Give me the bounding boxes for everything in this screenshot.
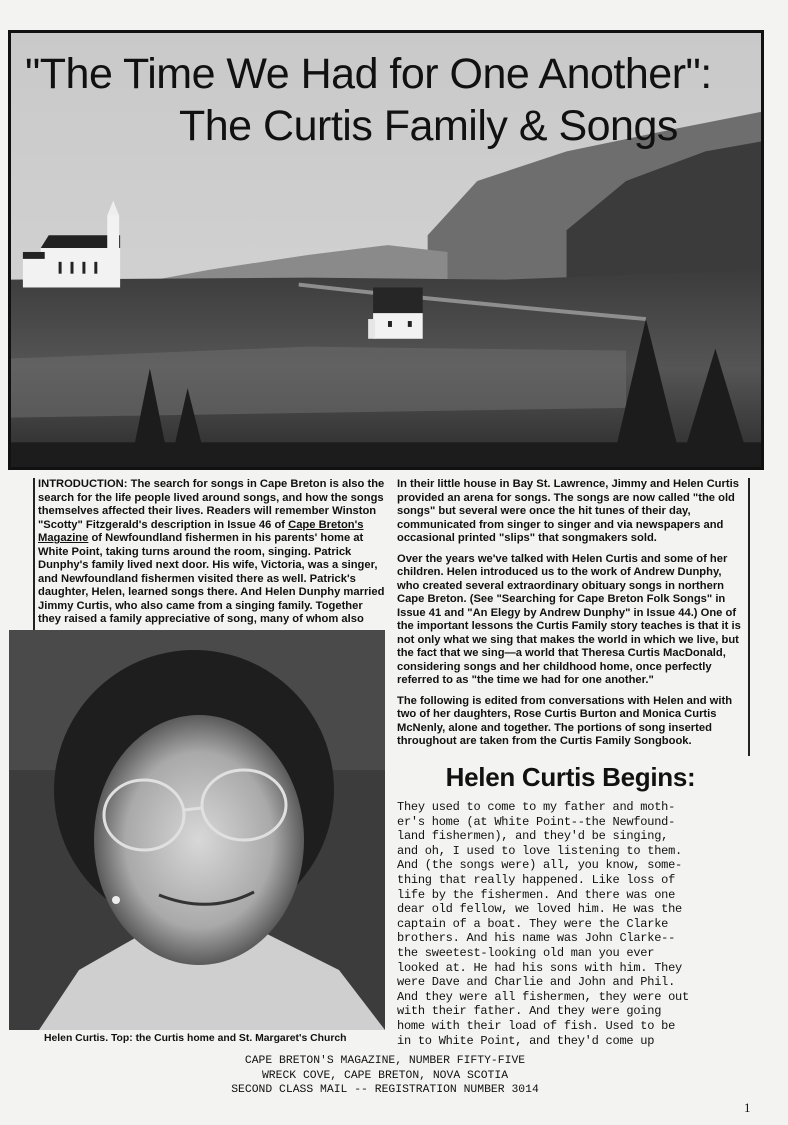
face bbox=[94, 715, 304, 965]
text-line: And (the songs were) all, you know, some- bbox=[397, 858, 682, 873]
text-line: thing that really happened. Like loss of bbox=[397, 872, 676, 887]
text-line: life by the fishermen. And there was one bbox=[397, 887, 676, 902]
section-heading: Helen Curtis Begins: bbox=[445, 762, 696, 792]
text-line: the sweetest-looking old man you ever bbox=[397, 945, 655, 960]
meadow bbox=[11, 347, 626, 418]
text-line: er's home (at White Point--the Newfound- bbox=[397, 814, 676, 829]
text-line: with their father. And they were going bbox=[397, 1004, 662, 1019]
intro-text-part-2: of Newfoundland fishermen in his parents' home at White Point, taking turns around the room, singing. Patrick Dunphy's family lived next door. His wife, Victoria, was a singer, and Newfoundland fishermen visited there as well. Patrick's daughter, Helen, learned songs there. And Helen Dunphy married Jimmy Curtis, who also came from a singing family. Together they raised a family appreciative of song, many of whom also bbox=[38, 532, 385, 625]
text-line: captain of a boat. They were the Clarke bbox=[397, 916, 669, 931]
text-line: were Dave and Charlie and John and Phil. bbox=[397, 975, 676, 990]
hero-photo bbox=[8, 30, 764, 470]
masthead-line-1: CAPE BRETON'S MAGAZINE, NUMBER FIFTY-FIVE bbox=[244, 1055, 526, 1067]
title-line-2: The Curtis Family & Songs bbox=[179, 102, 678, 150]
page-number: 1 bbox=[744, 1100, 751, 1115]
helen-curtis-portrait bbox=[9, 630, 385, 1030]
curtis-home bbox=[368, 287, 423, 338]
interview-text bbox=[397, 800, 747, 1048]
text-line: land fishermen), and they'd be singing, bbox=[397, 829, 669, 844]
introduction-text bbox=[33, 478, 386, 640]
title-line-1: "The Time We Had for One Another": bbox=[25, 50, 712, 98]
photo-caption: Helen Curtis. Top: the Curtis home and St. Margaret's Church bbox=[44, 1033, 347, 1044]
intro-text-part-1: The search for songs in Cape Breton is also the search for the life people lived around songs, and how the songs themselves affected their lives. Readers will remember Winston "Scotty" Fitzgerald's description in Issue 46 of bbox=[38, 478, 385, 531]
right-column-intro bbox=[397, 478, 750, 756]
text-line: in to White Point, and they'd come up bbox=[397, 1033, 655, 1048]
masthead-line-2: WRECK COVE, CAPE BRETON, NOVA SCOTIA bbox=[261, 1069, 509, 1082]
landscape-photo bbox=[11, 33, 761, 467]
text-line: And they were all fishermen, they were out bbox=[397, 989, 689, 1004]
text-line: home with their load of fish. Used to be bbox=[397, 1018, 676, 1033]
text-line: and oh, I used to love listening to them. bbox=[397, 843, 682, 858]
magazine-title-link: Cape Breton's Magazine bbox=[38, 518, 364, 544]
intro-lead-label: INTRODUCTION: bbox=[38, 478, 128, 490]
paragraph: In their little house in Bay St. Lawrence, Jimmy and Helen Curtis provided an arena for songs. The songs are now called "the old songs" but several were once the hit tunes of their day, communicated from singer to singer and via newspapers and occasional printed "slips" that songmakers sold. bbox=[397, 478, 739, 544]
text-line: brothers. And his name was John Clarke-- bbox=[397, 931, 676, 946]
masthead bbox=[150, 1054, 620, 1098]
earring bbox=[112, 896, 120, 904]
text-line: They used to come to my father and moth- bbox=[397, 800, 676, 814]
portrait-photo bbox=[9, 630, 385, 1030]
text-line: dear old fellow, we loved him. He was the bbox=[397, 902, 682, 917]
paragraph: The following is edited from conversations with Helen and with two of her daughters, Rose Curtis Burton and Monica Curtis McNenly, alone and together. The portions of song inserted throughout are taken from the Curtis Family Songbook. bbox=[397, 694, 733, 747]
paragraph: Over the years we've talked with Helen Curtis and some of her children. Helen introduced us to the work of Andrew Dunphy, who created several extraordinary obituary songs in northern Cape Breton. (See "Searching for Cape Breton Folk Songs" in Issue 41 and "An Elegy by Andrew Dunphy" in Issue 44.) One of the important lessons the Curtis Family story teaches is that it is not only what we sing that makes the world in which we live, but the fact that we sing—a world that Theresa Curtis MacDonald, considering songs and her childhood home, once perfectly referred to as "the time we had for one another." bbox=[397, 552, 741, 686]
masthead-line-3: SECOND CLASS MAIL -- REGISTRATION NUMBER 3014 bbox=[231, 1084, 539, 1096]
text-line: looked at. He had his sons with him. They bbox=[397, 960, 682, 975]
